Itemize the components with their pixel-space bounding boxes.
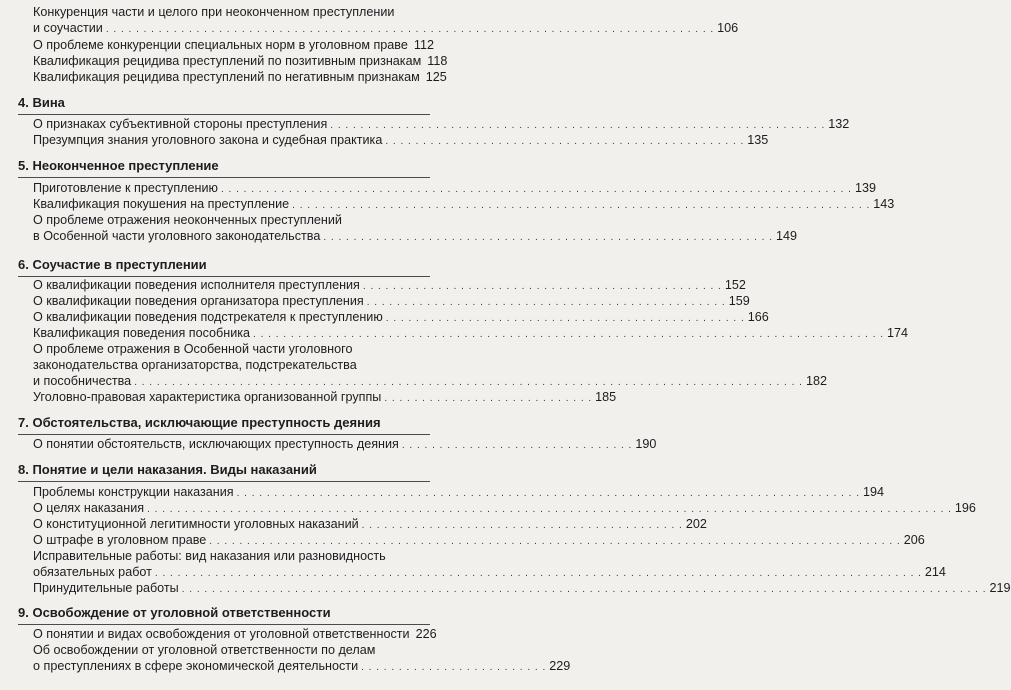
dot-leader: . . . . . . . . . . . . . . . . . . . . . . . . . . . . . . . . . . . . . . . . . . . . . . . .: [366, 297, 726, 308]
toc-entry[interactable]: [33, 581, 1011, 598]
page-number: 143: [873, 197, 895, 211]
section-rule: [18, 276, 430, 277]
dot-leader: . . . . . . . . . . . . . . . . . . . . . . . . . . . . . . . . . . . . . . . . . . . . . . . . . . . . . . . . . . . .: [323, 231, 773, 243]
entry-line: О проблеме отражения неоконченных преступлений: [33, 213, 342, 227]
toc-entry[interactable]: [33, 5, 739, 38]
entry-line: в Особенной части уголовного законодательства: [33, 228, 321, 243]
entry-line: О проблеме конкуренции специальных норм в уголовном праве: [33, 38, 408, 52]
entry-line: обязательных работ: [33, 564, 152, 579]
section-heading[interactable]: 5. Неоконченное преступление: [18, 158, 219, 173]
entry-line: Конкуренция части и целого при неоконченном преступлении: [33, 5, 395, 19]
toc-entry[interactable]: [33, 533, 925, 550]
entry-line: Квалификация рецидива преступлений по позитивным признакам: [33, 54, 422, 68]
entry-line: и соучастии: [33, 20, 103, 35]
entry-line: О квалификации поведения организатора преступления: [33, 294, 364, 308]
section-heading[interactable]: 9. Освобождение от уголовной ответственности: [18, 605, 331, 620]
toc-entry[interactable]: [33, 485, 885, 502]
section-heading[interactable]: 4. Вина: [18, 95, 65, 110]
toc-entry[interactable]: [33, 627, 437, 644]
dot-leader: . . . . . . . . . . . . . . . . . . . . . . . . . . . . . . . . . . . . . . . . . . . . . . . . . . . . . . . . . . . . . . . . . . . . . . . . . . . . . . . . .: [105, 23, 715, 35]
toc-entry[interactable]: [33, 54, 448, 71]
entry-line: Об освобождении от уголовной ответственности по делам: [33, 643, 376, 657]
toc-entry[interactable]: [33, 549, 946, 582]
page-number: 185: [595, 390, 617, 404]
entry-line: Проблемы конструкции наказания: [33, 485, 234, 499]
page-number: 229: [549, 658, 571, 673]
page-number: 194: [863, 485, 885, 499]
page-number: 206: [903, 533, 925, 547]
section-heading[interactable]: 6. Соучастие в преступлении: [18, 257, 207, 272]
section-heading[interactable]: 8. Понятие и цели наказания. Виды наказаний: [18, 462, 317, 477]
toc-entry[interactable]: [33, 70, 447, 87]
page-number: 132: [828, 117, 850, 131]
toc-entry[interactable]: [33, 310, 769, 327]
page-number: 202: [685, 517, 707, 531]
toc-entry[interactable]: [33, 117, 850, 134]
dot-leader: . . . . . . . . . . . . . . . . . . . . . . . . . . . . . . . . . . . . . . . . . . . . . . . .: [385, 313, 745, 324]
page-number: 174: [887, 326, 909, 340]
dot-leader: . . . . . . . . . . . . . . . . . . . . . . . . . . . . . . . . . . . . . . . . . . . . . . . .: [362, 281, 722, 292]
entry-line: Уголовно-правовая характеристика организованной группы: [33, 390, 382, 404]
entry-line: Квалификация рецидива преступлений по негативным признакам: [33, 70, 420, 84]
dot-leader: . . . . . . . . . . . . . . . . . . . . . . . . . . . . . . . . . . . . . . . . . . .: [361, 520, 683, 531]
toc-entry[interactable]: [33, 326, 909, 343]
page-number: 135: [747, 133, 769, 147]
page-number: 226: [415, 627, 437, 641]
entry-line: Квалификация покушения на преступление: [33, 197, 290, 211]
page-number: 190: [635, 437, 657, 451]
dot-leader: . . . . . . . . . . . . . . . . . . . . . . . . . . . . . . . . . . . . . . . . . . . . . . . . . . . . . . . . . . . . . . . . . .: [330, 120, 826, 131]
entry-line: Принудительные работы: [33, 581, 179, 595]
entry-line: О понятии и видах освобождения от уголовной ответственности: [33, 627, 410, 641]
entry-line: Квалификация поведения пособника: [33, 326, 251, 340]
page-number: 196: [954, 501, 976, 515]
page-number: 106: [717, 20, 739, 35]
section-rule: [18, 434, 430, 435]
dot-leader: . . . . . . . . . . . . . . . . . . . . . . . . . . . . . . . . . . . . . . . . . . . . . . . .: [385, 136, 745, 147]
entry-line: О квалификации поведения исполнителя преступления: [33, 278, 360, 292]
page-number: 149: [775, 228, 797, 243]
entry-line: О квалификации поведения подстрекателя к преступлению: [33, 310, 383, 324]
page-number: 152: [724, 278, 746, 292]
page-number: 214: [924, 564, 946, 579]
dot-leader: . . . . . . . . . . . . . . . . . . . . . . . . . . . . . . . . . . . . . . . . . . . . . . . . . . . . . . . . . . . . . . . . . . . . . . . . . . . . .: [292, 200, 871, 211]
entry-line: о преступлениях в сфере экономической деятельности: [33, 658, 359, 673]
entry-line: законодательства организаторства, подстрекательства: [33, 357, 357, 372]
page-number: 166: [747, 310, 769, 324]
entry-line: Исправительные работы: вид наказания или разновидность: [33, 549, 386, 563]
entry-line: Презумпция знания уголовного закона и судебная практика: [33, 133, 383, 147]
page-number: 125: [425, 70, 447, 84]
toc-entry[interactable]: [33, 517, 707, 534]
toc-entry[interactable]: [33, 342, 827, 390]
dot-leader: . . . . . . . . . . . . . . . . . . . . . . . . . . . .: [384, 393, 593, 404]
section-rule: [18, 481, 430, 482]
page-number: 112: [413, 38, 434, 52]
page-number: 219: [989, 581, 1011, 595]
toc-entry[interactable]: [33, 213, 797, 246]
toc-entry[interactable]: [33, 181, 876, 198]
dot-leader: . . . . . . . . . . . . . . . . . . . . . . . . . . . . . . . . . . . . . . . . . . . . . . . . . . . . . . . . . . . . . . . . . . . . . . . . . . . . . . . . . . . . . . . . . . . . . . . . . . . . . . . . . . .: [147, 504, 952, 515]
toc-entry[interactable]: [33, 278, 746, 295]
dot-leader: . . . . . . . . . . . . . . . . . . . . . . . . . . . . . . .: [401, 440, 633, 451]
page-number: 182: [805, 373, 827, 388]
dot-leader: . . . . . . . . . . . . . . . . . . . . . . . . . . . . . . . . . . . . . . . . . . . . . . . . . . . . . . . . . . . . . . . . . . . . . . . . . . . . . . . . . . .: [236, 488, 861, 499]
toc-entry[interactable]: [33, 38, 434, 55]
entry-line: О конституционной легитимности уголовных наказаний: [33, 517, 359, 531]
dot-leader: . . . . . . . . . . . . . . . . . . . . . . . . . . . . . . . . . . . . . . . . . . . . . . . . . . . . . . . . . . . . . . . . . . . . . . . . . . . . . . . . . . . . . . . . .: [134, 376, 803, 388]
section-heading[interactable]: 7. Обстоятельства, исключающие преступность деяния: [18, 415, 381, 430]
toc-entry[interactable]: [33, 133, 769, 150]
toc-entry[interactable]: [33, 294, 750, 311]
section-rule: [18, 114, 430, 115]
page-number: 159: [728, 294, 750, 308]
entry-line: О целях наказания: [33, 501, 145, 515]
entry-line: и пособничества: [33, 373, 132, 388]
dot-leader: . . . . . . . . . . . . . . . . . . . . . . . . . . . . . . . . . . . . . . . . . . . . . . . . . . . . . . . . . . . . . . . . . . . . . . . . . . . . . . . . . . . . . . . . . . . .: [209, 536, 901, 547]
entry-line: О признаках субъективной стороны преступления: [33, 117, 328, 131]
dot-leader: . . . . . . . . . . . . . . . . . . . . . . . . .: [361, 661, 547, 673]
entry-line: Приготовление к преступлению: [33, 181, 218, 195]
dot-leader: . . . . . . . . . . . . . . . . . . . . . . . . . . . . . . . . . . . . . . . . . . . . . . . . . . . . . . . . . . . . . . . . . . . . . . . . . . . . . . . . . . . .: [253, 329, 885, 340]
dot-leader: . . . . . . . . . . . . . . . . . . . . . . . . . . . . . . . . . . . . . . . . . . . . . . . . . . . . . . . . . . . . . . . . . . . . . . . . . . . . . . . . . . . . . . . . . . . . . . . . . . . . . . . . . . .: [181, 584, 987, 595]
section-rule: [18, 624, 430, 625]
dot-leader: . . . . . . . . . . . . . . . . . . . . . . . . . . . . . . . . . . . . . . . . . . . . . . . . . . . . . . . . . . . . . . . . . . . . . . . . . . . . . . . . . . . .: [220, 184, 852, 195]
page-number: 139: [854, 181, 876, 195]
section-rule: [18, 177, 430, 178]
page-number: 118: [427, 54, 448, 68]
toc-entry[interactable]: [33, 437, 657, 454]
toc-entry[interactable]: [33, 197, 895, 214]
dot-leader: . . . . . . . . . . . . . . . . . . . . . . . . . . . . . . . . . . . . . . . . . . . . . . . . . . . . . . . . . . . . . . . . . . . . . . . . . . . . . . . . . . . . . . . . . . . . . . . . . . . . . .: [154, 567, 922, 579]
toc-entry[interactable]: [33, 643, 571, 676]
toc-entry[interactable]: [33, 501, 976, 518]
toc-entry[interactable]: [33, 390, 617, 407]
entry-line: О понятии обстоятельств, исключающих преступность деяния: [33, 437, 399, 451]
entry-line: О проблеме отражения в Особенной части уголовного: [33, 342, 353, 356]
entry-line: О штрафе в уголовном праве: [33, 533, 207, 547]
